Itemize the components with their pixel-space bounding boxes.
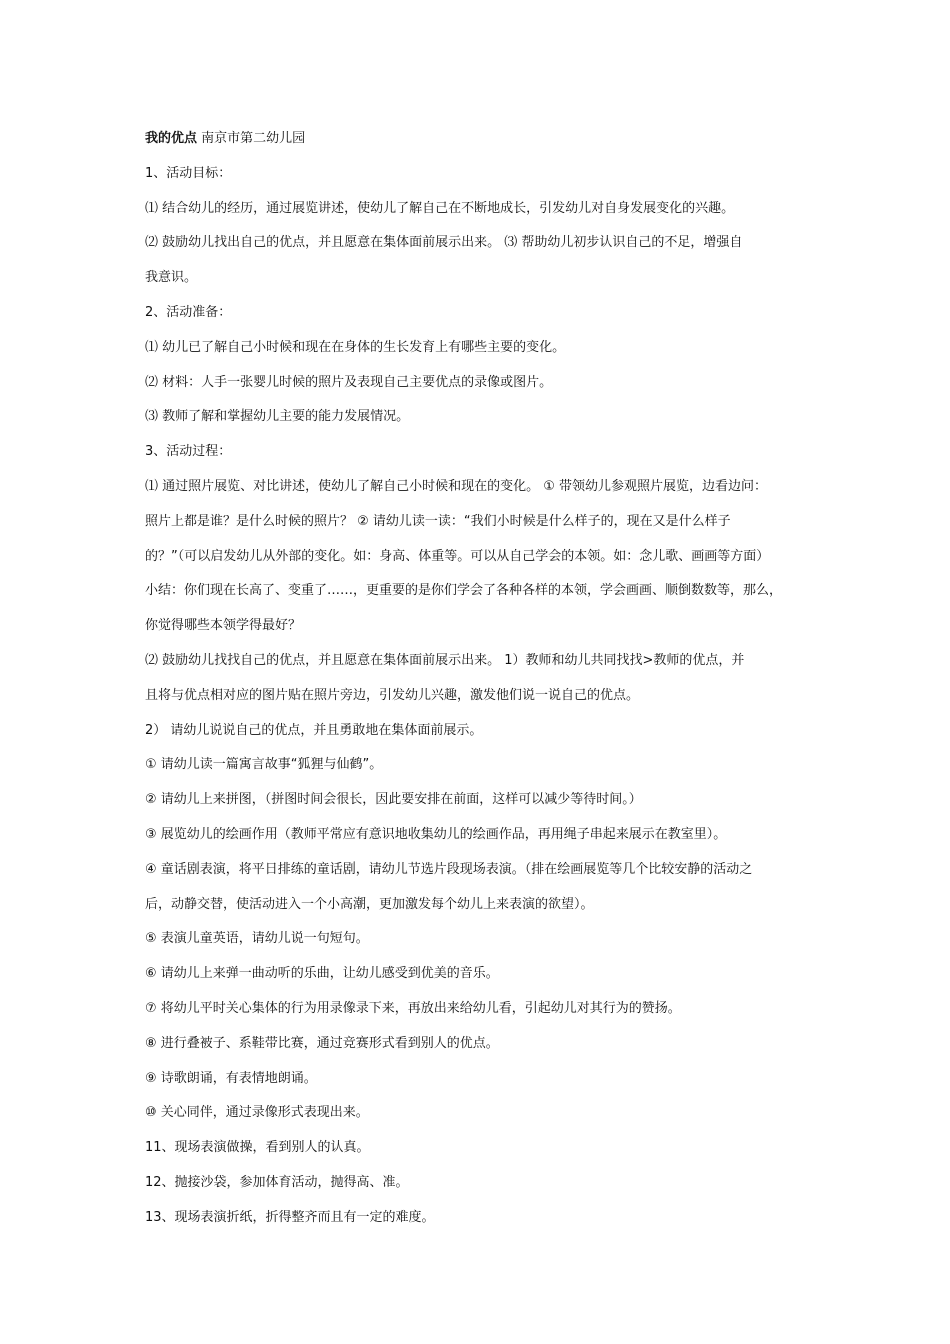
- paragraph-line: 照片上都是谁？是什么时候的照片？ ② 请幼儿读一读：“我们小时候是什么样子的，现在又是什么样子: [145, 513, 731, 529]
- list-item: ⑥ 请幼儿上来弹一曲动听的乐曲，让幼儿感受到优美的音乐。: [145, 966, 499, 982]
- list-item: 后，动静交替，使活动进入一个小高潮，更加激发每个幼儿上来表演的欲望）。: [145, 896, 594, 912]
- list-item: ⑩ 关心同伴，通过录像形式表现出来。: [145, 1105, 369, 1121]
- document-title: [145, 122, 813, 157]
- paragraph-line: ⑵ 鼓励幼儿找出自己的优点，并且愿意在集体面前展示出来。 ⑶ 帮助幼儿初步认识自己的不足，增强自: [145, 235, 743, 251]
- list-item: ① 请幼儿读一篇寓言故事“狐狸与仙鹤”。: [145, 757, 383, 773]
- section-heading-goals: 1、活动目标：: [145, 165, 232, 181]
- paragraph-line: ⑴ 幼儿已了解自己小时候和现在在身体的生长发育上有哪些主要的变化。: [145, 339, 566, 355]
- list-item: 13、现场表演折纸，折得整齐而且有一定的难度。: [145, 1209, 435, 1225]
- list-item: ③ 展览幼儿的绘画作用（教师平常应有意识地收集幼儿的绘画作品，再用绳子串起来展示在教室里）。: [145, 826, 727, 842]
- title-school-text: 南京市第二幼儿园: [197, 131, 306, 146]
- list-item: ⑨ 诗歌朗诵，有表情地朗诵。: [145, 1070, 317, 1086]
- paragraph-line: 我意识。: [145, 270, 198, 286]
- list-item: ④ 童话剧表演，将平日排练的童话剧，请幼儿节选片段现场表演。（排在绘画展览等几个比较安静的活动之: [145, 861, 753, 877]
- paragraph-line: 且将与优点相对应的图片贴在照片旁边，引发幼儿兴趣，激发他们说一说自己的优点。: [145, 687, 640, 703]
- paragraph-line: 你觉得哪些本领学得最好？: [145, 618, 302, 634]
- title-bold-text: 我的优点: [145, 131, 198, 146]
- paragraph-line: 2） 请幼儿说说自己的优点，并且勇敢地在集体面前展示。: [145, 722, 483, 738]
- paragraph-line: 的？”（可以启发幼儿从外部的变化。如：身高、体重等。可以从自己学会的本领。如：念儿歌、画画等方面）: [145, 548, 770, 564]
- paragraph-line: ⑵ 鼓励幼儿找找自己的优点，并且愿意在集体面前展示出来。 1）教师和幼儿共同找找>教师的优点，并: [145, 652, 745, 668]
- list-item: ② 请幼儿上来拼图，（拼图时间会很长，因此要安排在前面，这样可以减少等待时间。）: [145, 792, 642, 808]
- paragraph-line: ⑴ 通过照片展览、对比讲述，使幼儿了解自己小时候和现在的变化。 ① 带领幼儿参观照片展览，边看边问：: [145, 478, 768, 494]
- paragraph-line: ⑶ 教师了解和掌握幼儿主要的能力发展情况。: [145, 409, 410, 425]
- list-item: ⑧ 进行叠被子、系鞋带比赛，通过竞赛形式看到别人的优点。: [145, 1035, 499, 1051]
- list-item: 12、抛接沙袋，参加体育活动，抛得高、准。: [145, 1174, 409, 1190]
- paragraph-line: ⑴ 结合幼儿的经历，通过展览讲述，使幼儿了解自己在不断地成长，引发幼儿对自身发展变化的兴趣。: [145, 200, 735, 216]
- list-item: ⑤ 表演儿童英语，请幼儿说一句短句。: [145, 931, 369, 947]
- section-heading-preparation: 2、活动准备：: [145, 304, 232, 320]
- paragraph-line: 小结：你们现在长高了、变重了……，更重要的是你们学会了各种各样的本领，学会画画、顺倒数数等，那么，: [145, 583, 783, 599]
- paragraph-line: ⑵ 材料：人手一张婴儿时候的照片及表现自己主要优点的录像或图片。: [145, 374, 553, 390]
- list-item: ⑦ 将幼儿平时关心集体的行为用录像录下来，再放出来给幼儿看，引起幼儿对其行为的赞扬。: [145, 1000, 681, 1016]
- list-item: 11、现场表演做操，看到别人的认真。: [145, 1140, 370, 1156]
- document-body: [145, 122, 813, 1236]
- section-heading-process: 3、活动过程：: [145, 444, 232, 460]
